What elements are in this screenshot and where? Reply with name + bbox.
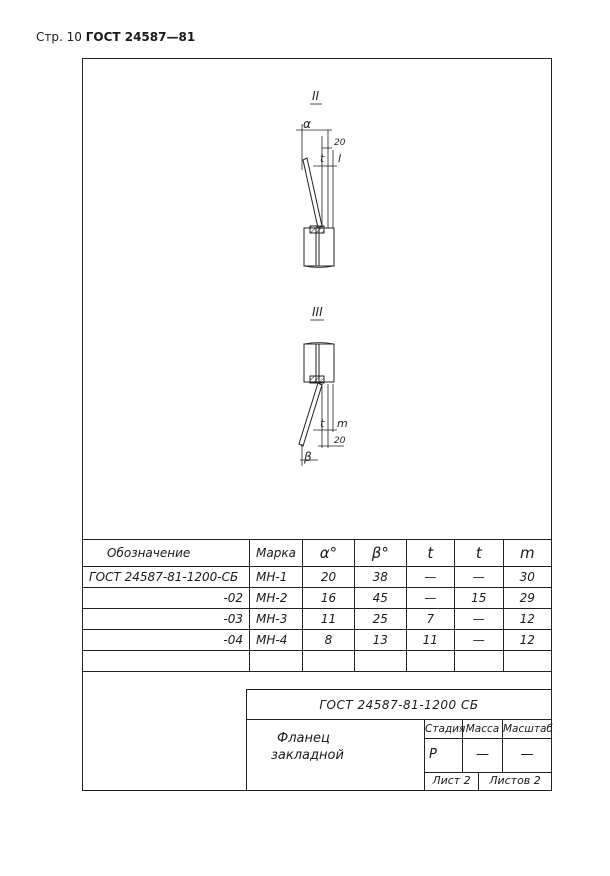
cell-t1 [406,651,454,672]
cell-alpha: 8 [302,630,354,651]
table-header-row [83,540,552,567]
grid-line [424,772,551,773]
view-iii-t: t [320,417,325,430]
col-designation: Обозначение [83,540,250,567]
gost-number: ГОСТ 24587—81 [85,30,196,44]
cell-beta: 13 [355,630,407,651]
cell-t1: — [406,588,454,609]
col-t2: t [455,540,503,567]
mass-label: Масса [462,720,502,738]
cell-designation: -02 [83,588,250,609]
cell-designation: -04 [83,630,250,651]
title-block-grid [424,720,551,790]
cell-beta: 45 [355,588,407,609]
view-iii [299,305,348,466]
sheet-number: Лист 2 [424,772,478,790]
cell-m: 12 [503,609,552,630]
cell-alpha [302,651,354,672]
cell-m: 29 [503,588,552,609]
cell-beta: 25 [355,609,407,630]
scale-value: — [502,738,551,772]
cell-designation [83,651,250,672]
col-beta: β° [355,540,407,567]
table-row [83,630,552,651]
cell-mark: МН-3 [250,609,303,630]
table-row [83,588,552,609]
cell-m [503,651,552,672]
mass-value: — [462,738,502,772]
cell-designation: -03 [83,609,250,630]
sheets-total: Листов 2 [478,772,551,790]
title-block-code: ГОСТ 24587-81-1200 СБ [247,690,551,720]
view-iii-m: m [337,417,348,430]
cell-t1: — [406,567,454,588]
stage-label: Стадия [424,720,462,738]
cell-beta [355,651,407,672]
title-block-name-line2: закладной [271,748,344,763]
cell-t2: — [455,630,503,651]
grid-line [424,738,551,739]
cell-m: 12 [503,630,552,651]
table-row [83,609,552,630]
cell-alpha: 20 [302,567,354,588]
specification-table [82,539,552,672]
cell-t2: — [455,567,503,588]
cell-mark: МН-1 [250,567,303,588]
stage-value: Р [424,738,462,772]
view-ii [296,89,346,268]
scale-label: Масштаб [502,720,551,738]
view-iii-label: III [312,305,323,319]
title-block-name [271,730,344,764]
cell-alpha: 16 [302,588,354,609]
cell-t1: 7 [406,609,454,630]
cell-mark: МН-4 [250,630,303,651]
view-ii-l: l [338,152,342,165]
view-ii-t: t [320,152,325,165]
col-t1: t [406,540,454,567]
table-row [83,567,552,588]
cell-m: 30 [503,567,552,588]
cell-mark: МН-2 [250,588,303,609]
view-ii-label: II [312,89,320,103]
col-m: m [503,540,552,567]
view-iii-beta: β [304,450,312,464]
title-block [246,689,552,791]
cell-t2: 15 [455,588,503,609]
cell-mark [250,651,303,672]
col-mark: Марка [250,540,303,567]
col-alpha: α° [302,540,354,567]
cell-t1: 11 [406,630,454,651]
cell-alpha: 11 [302,609,354,630]
cell-designation: ГОСТ 24587-81-1200-СБ [83,567,250,588]
cell-beta: 38 [355,567,407,588]
table-row-empty [83,651,552,672]
cell-t2 [455,651,503,672]
view-iii-dim-20: 20 [334,436,346,446]
cell-t2: — [455,609,503,630]
title-block-name-line1: Фланец [277,731,330,746]
view-ii-dim-20: 20 [334,138,346,148]
view-ii-alpha: α [303,117,311,131]
page-number: Стр. 10 [36,30,82,44]
